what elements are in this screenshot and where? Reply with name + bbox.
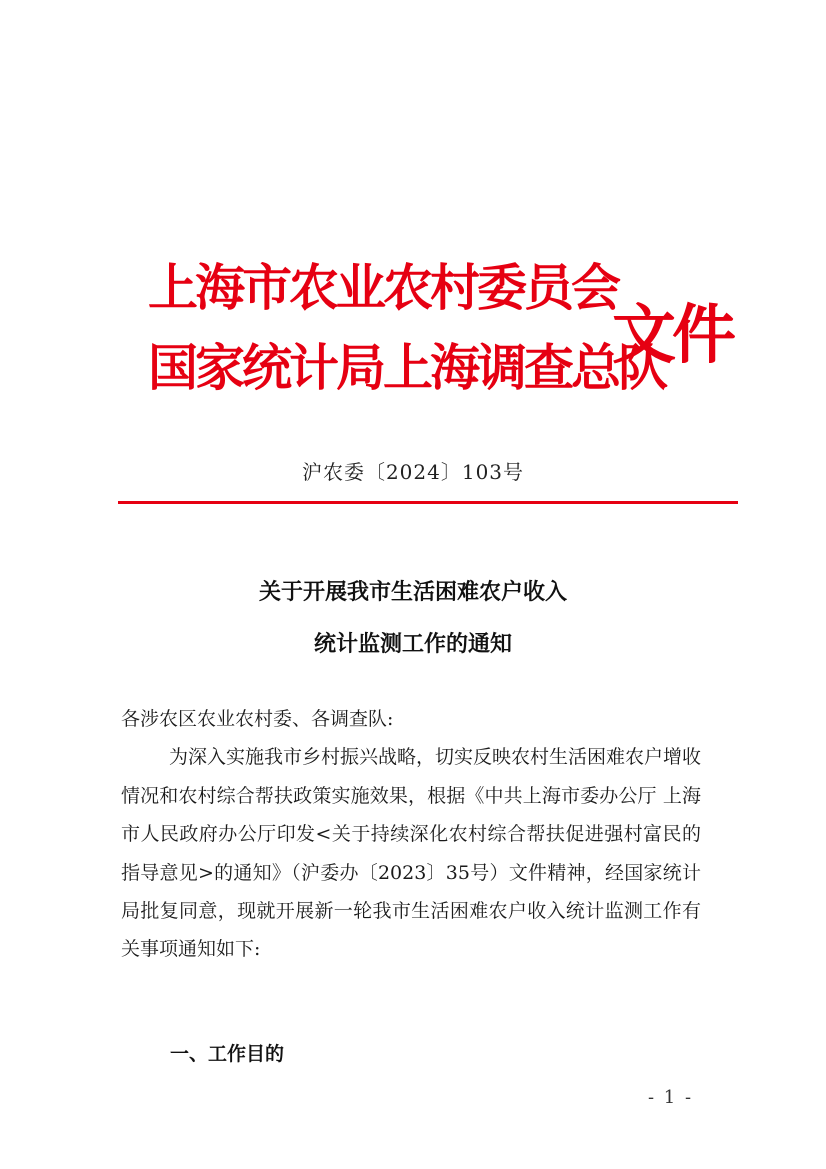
document-type-label: 文件	[612, 299, 732, 373]
issuer-name-agriculture-committee: 上海市农业农村委员会	[148, 259, 618, 317]
issuer-header	[120, 256, 732, 416]
salutation: 各涉农区农业农村委、各调查队:	[121, 708, 394, 730]
notice-title-line-1: 关于开展我市生活困难农户收入	[258, 580, 567, 605]
notice-title-line-2: 统计监测工作的通知	[313, 632, 512, 657]
notice-body	[121, 700, 701, 969]
section-heading-work-purpose: 一、工作目的	[170, 1043, 285, 1065]
page-number: - 1 -	[648, 1087, 694, 1108]
body-paragraph: 为深入实施我市乡村振兴战略，切实反映农村生活困难农户增收情况和农村综合帮扶政策实施效果，根据《中共上海市委办公厅 上海市人民政府办公厅印发<关于持续深化农村综合帮扶促进强村富民的指导意见>的通知》（沪委办〔2023〕35号）文件精神，经国家统计局批复同意，现就开展新一轮我市生活困难农户收入统计监测工作有关事项通知如下:	[121, 746, 702, 961]
issuer-name-statistics-survey-team: 国家统计局上海调查总队	[148, 339, 665, 397]
document-number: 沪农委〔2024〕103号	[301, 460, 525, 484]
red-divider-line	[118, 501, 738, 504]
